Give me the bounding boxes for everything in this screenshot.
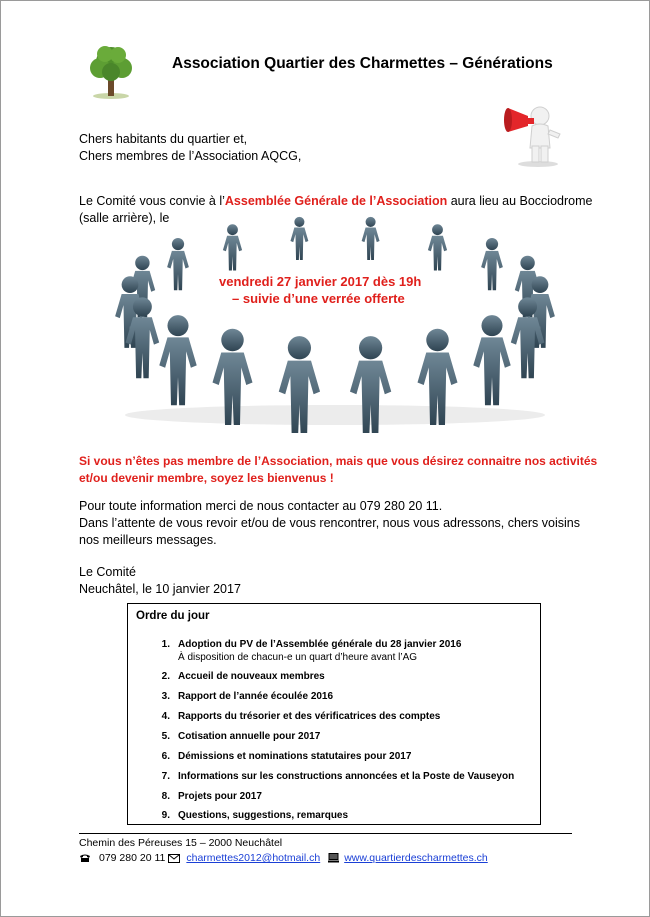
page-title: Association Quartier des Charmettes – Générations [172,55,553,72]
greeting-line-2: Chers membres de l’Association AQCG, [79,149,302,163]
footer-phone: 079 280 20 11 [99,852,166,864]
contact-line-2: Dans l’attente de vous revoir et/ou de vous rencontrer, nous vous adressons, chers voisins [79,516,580,530]
signature [79,564,241,598]
people-circle-icon [100,215,570,433]
agenda-item-number: 4. [161,711,170,722]
footer-contact-row [79,852,488,864]
invitation-prefix: Le Comité vous convie à l’ [79,194,225,208]
person-figure [223,224,242,270]
agenda-item-number: 7. [161,771,170,782]
phone-icon [79,853,91,863]
email-icon [168,854,180,863]
agenda-item-label: Rapport de l’année écoulée 2016 [178,691,334,702]
invitation-highlight: Assemblée Générale de l’Association [224,194,448,208]
tree-logo-icon [82,42,140,100]
greeting [79,131,301,165]
footer-address: Chemin des Péreuses 15 – 2000 Neuchâtel [79,837,283,849]
welcome-line-2: et/ou devenir membre, soyez les bienvenus ! [79,471,334,485]
agenda-item-label: Questions, suggestions, remarques [178,810,349,821]
person-figure [428,224,447,270]
footer-website-link[interactable]: www.quartierdescharmettes.ch [344,852,488,864]
event-date: vendredi 27 janvier 2017 dès 19h [219,274,422,289]
footer-email-link[interactable]: charmettes2012@hotmail.ch [186,852,321,864]
agenda-item-number: 9. [161,810,170,821]
megaphone-figure-icon [498,98,568,168]
agenda-item-label: Rapports du trésorier et des vérificatrices des comptes [178,711,441,722]
welcome-line-1: Si vous n’êtes pas membre de l’Association, mais que vous désirez connaitre nos activités [79,454,598,468]
person-figure [290,217,308,260]
person-figure [362,217,380,260]
contact-line-1: Pour toute information merci de nous contacter au 079 280 20 11. [79,499,443,513]
signature-name: Le Comité [79,565,136,579]
agenda-item-number: 2. [161,671,170,682]
person-figure [473,315,510,405]
contact-paragraph [79,498,580,549]
computer-icon [328,853,339,863]
event-extra: – suivie d’une verrée offerte [232,291,405,306]
footer-divider [79,833,572,834]
agenda-item-note: À disposition de chacun-e un quart d’heure avant l’AG [178,652,418,663]
contact-line-3: nos meilleurs messages. [79,533,217,547]
welcome-paragraph [79,453,597,487]
agenda-item-label: Accueil de nouveaux membres [178,671,325,682]
agenda-item-number: 3. [161,691,170,702]
agenda-item-number: 8. [161,791,170,802]
agenda-item-label: Informations sur les constructions annoncées et la Poste de Vauseyon [178,771,515,782]
agenda-box [127,603,541,825]
agenda-item-label: Démissions et nominations statutaires pour 2017 [178,751,412,762]
agenda-item-label: Adoption du PV de l’Assemblée générale du 28 janvier 2016 [178,639,462,650]
invitation-line-2: (salle arrière), le [79,211,170,225]
greeting-line-1: Chers habitants du quartier et, [79,132,248,146]
signature-place-date: Neuchâtel, le 10 janvier 2017 [79,582,241,596]
invitation-suffix: aura lieu au Bocciodrome [447,194,593,208]
agenda-item-number: 5. [161,731,170,742]
person-figure [159,315,196,405]
agenda-item-label: Projets pour 2017 [178,791,262,802]
agenda-item-label: Cotisation annuelle pour 2017 [178,731,321,742]
agenda-item-number: 1. [161,639,170,650]
agenda-title: Ordre du jour [136,610,210,622]
agenda-item-number: 6. [161,751,170,762]
person-figure [167,238,189,290]
person-figure [481,238,503,290]
